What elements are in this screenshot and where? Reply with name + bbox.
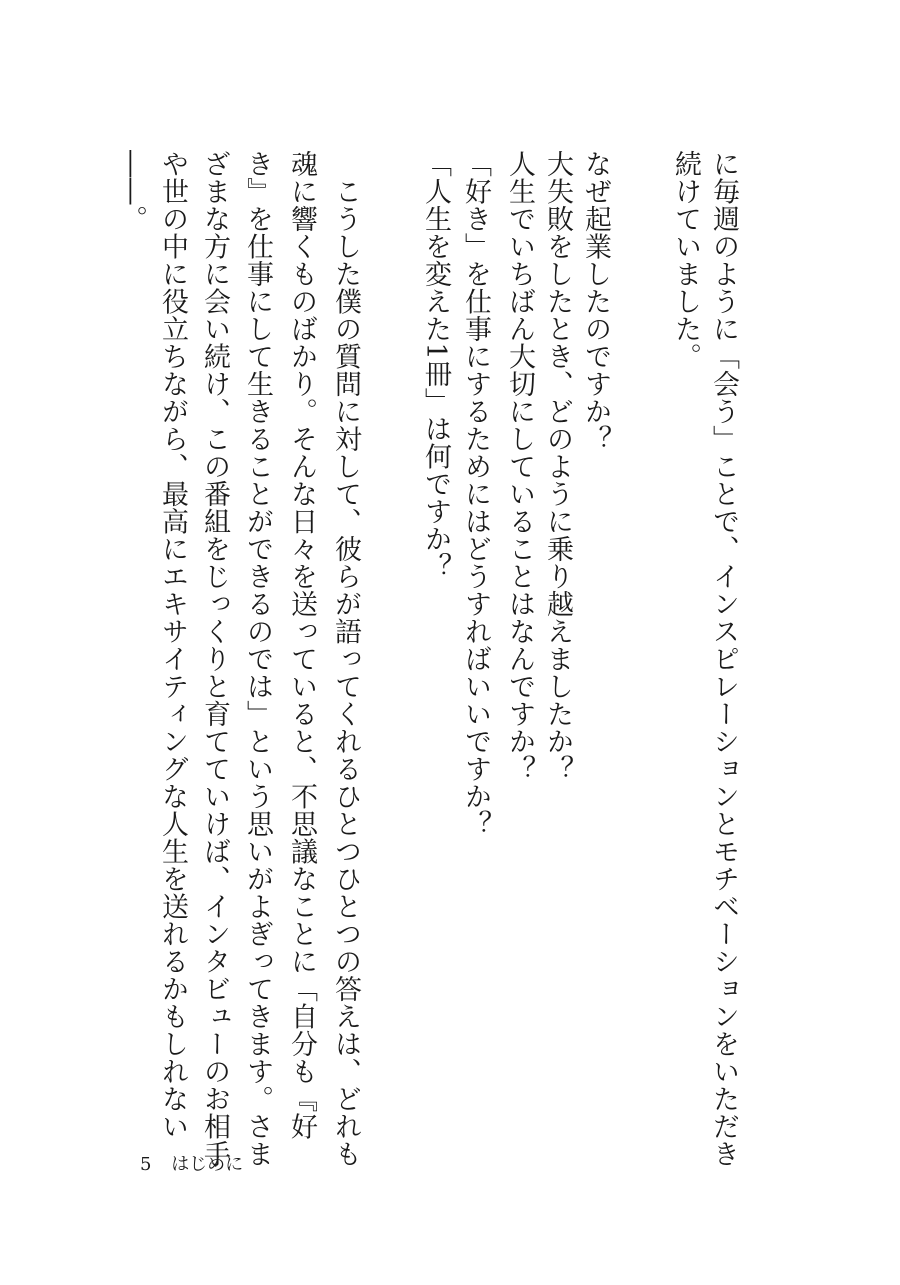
paragraph-line-6: ――。 [116,150,147,233]
page-number: 5 [140,1154,152,1175]
paragraph-line-4: ざまな方に会い続け、この番組をじっくりと育てていけば、インタビューのお相手 [199,150,230,1168]
paragraph-line-2: 魂に響くものばかり。そんな日々を送っていると、不思議なことに「自分も『好 [286,150,317,1140]
page-footer [140,1150,243,1176]
text-line-1: に毎週のように「会う」ことで、インスピレーションとモチベーションをいただき [708,150,739,1168]
question-line-2: 大失敗をしたとき、どのように乗り越えましたか？ [542,150,573,783]
text-line-2: 続けていました。 [670,150,701,370]
paragraph-line-1: こうした僕の質問に対して、彼らが語ってくれるひとつひとつの答えは、どれも [330,150,361,1168]
question-line-5: 「人生を変えた1冊」は何ですか？ [420,150,451,581]
paragraph-line-5: や世の中に役立ちながら、最高にエキサイティングな人生を送れるかもしれない [157,150,188,1140]
paragraph-line-3: き』を仕事にして生きることができるのでは」という思いがよぎってきます。さま [242,150,273,1168]
section-title: はじめに [171,1154,244,1175]
question-line-1: なぜ起業したのですか？ [580,150,611,453]
question-line-3: 人生でいちばん大切にしていることはなんですか？ [504,150,535,783]
question-line-4: 「好き」を仕事にするためにはどうすればいいですか？ [460,150,491,838]
